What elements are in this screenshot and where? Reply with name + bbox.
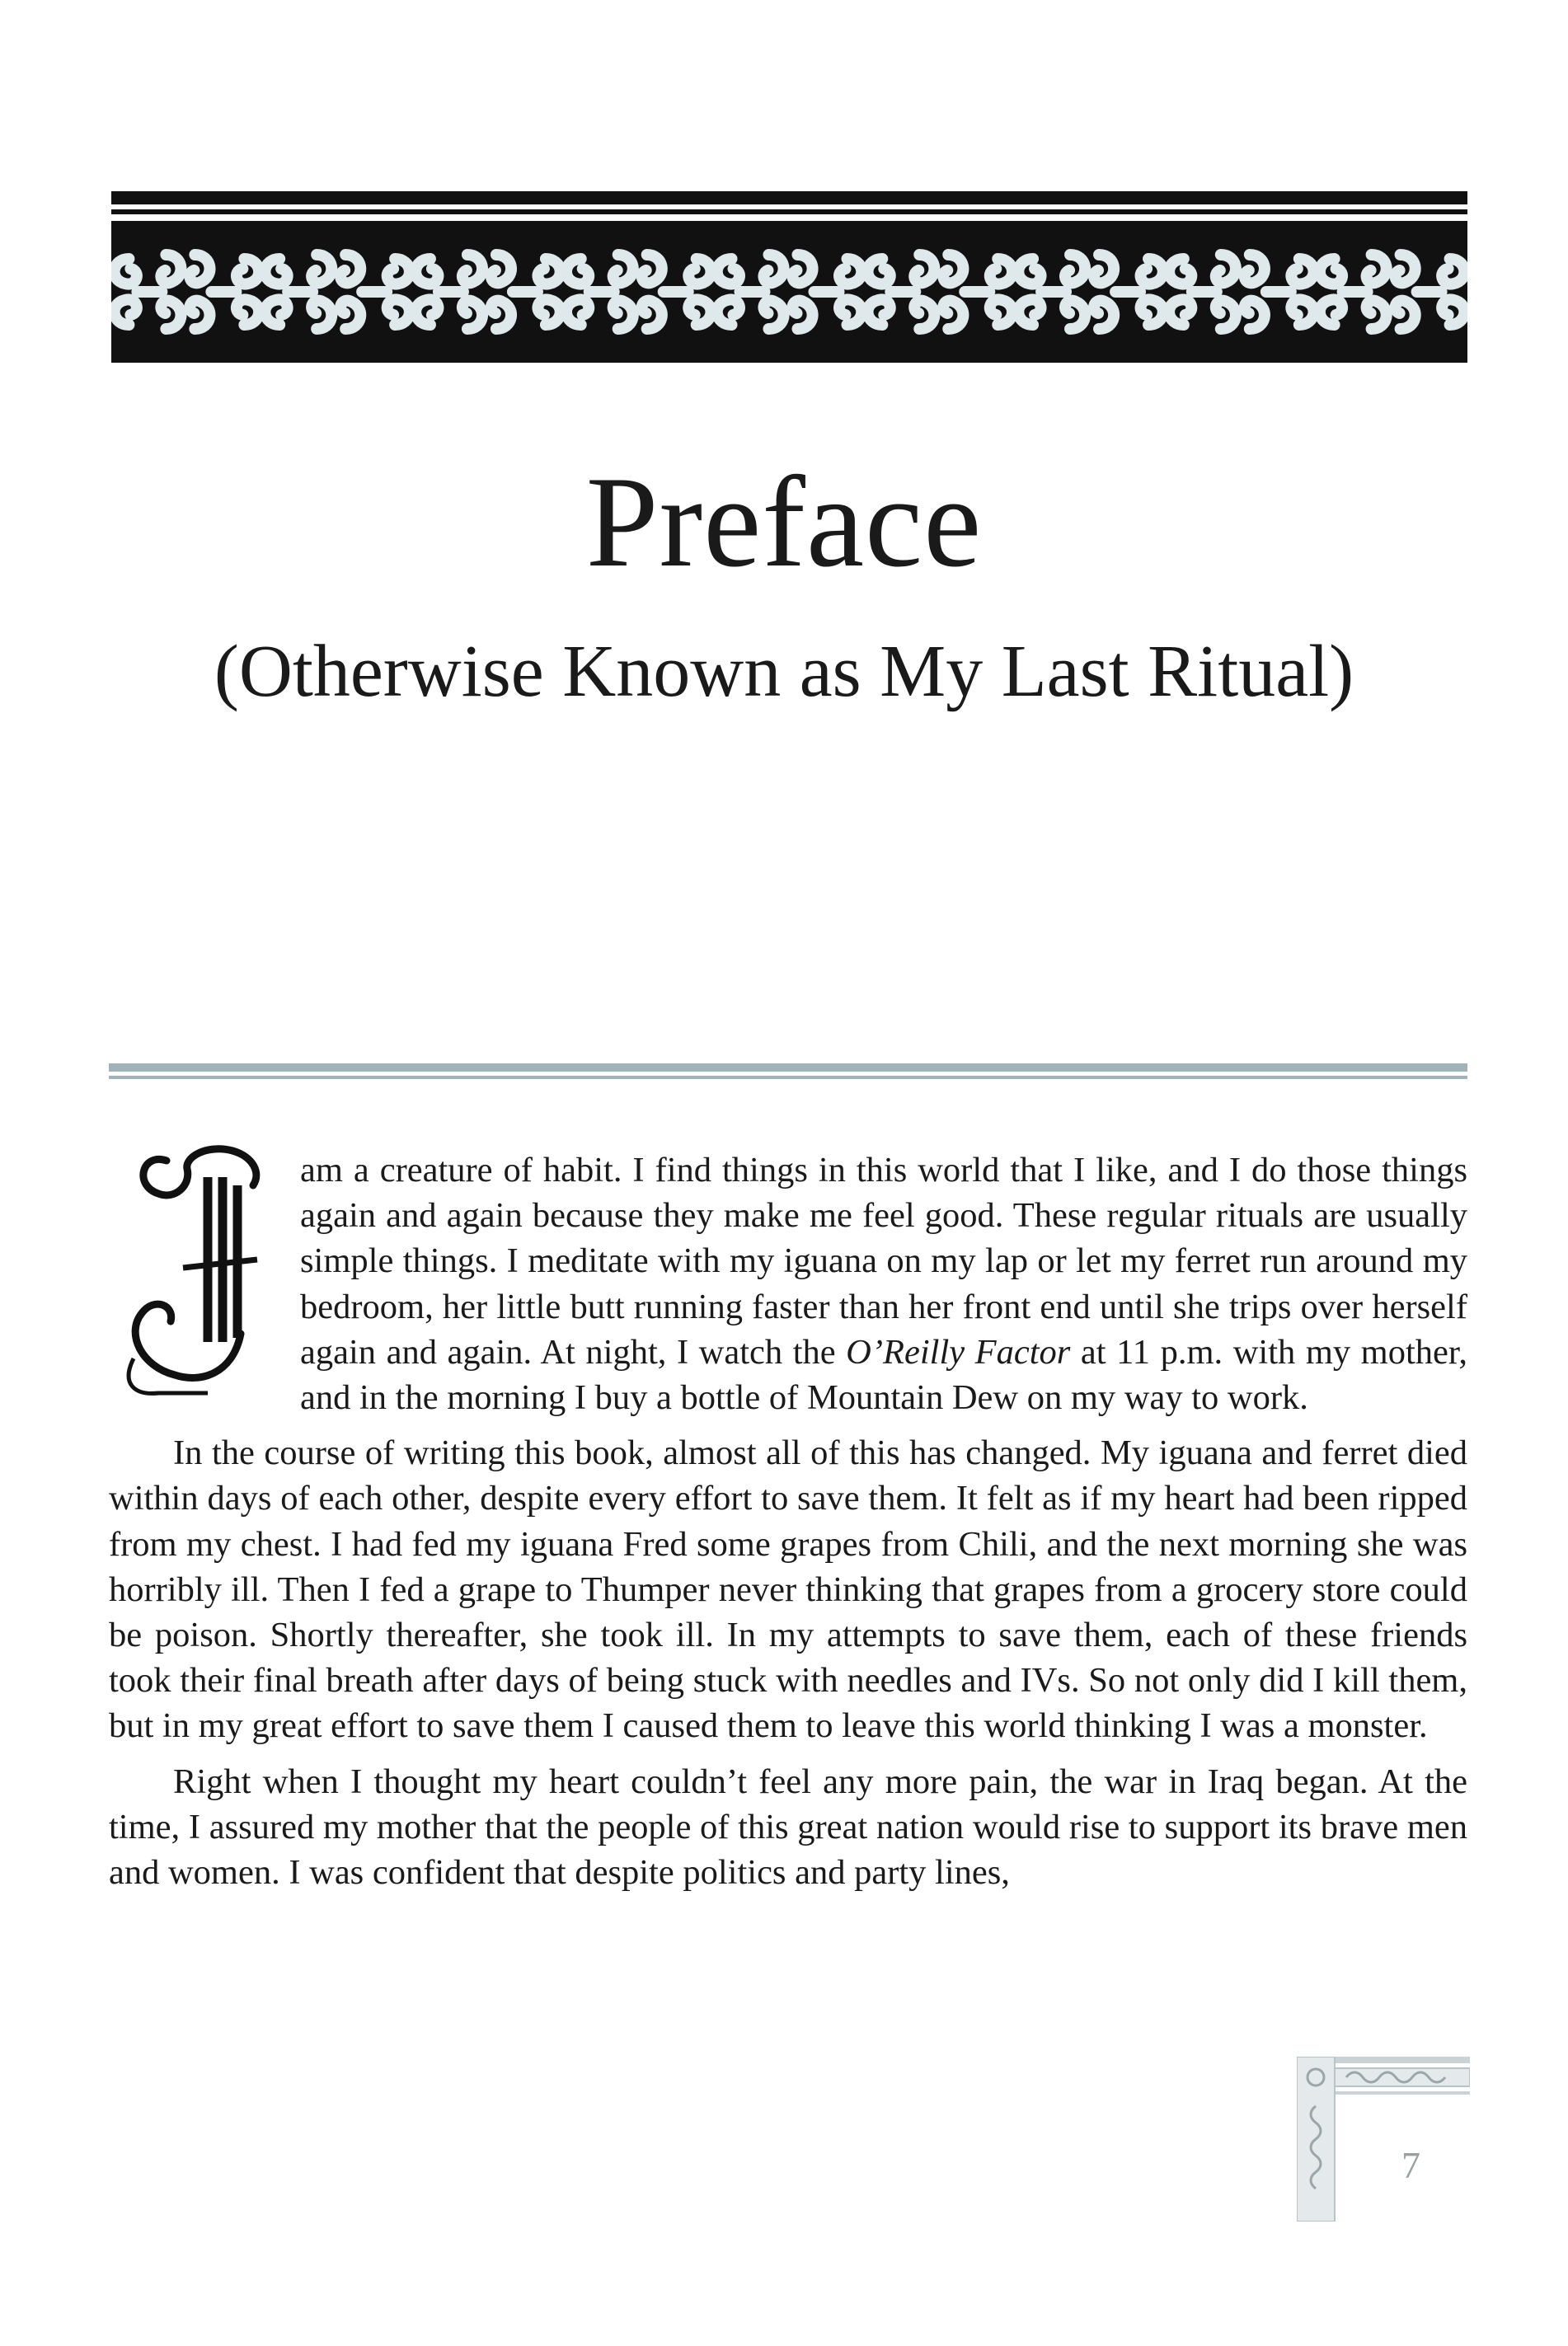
scroll-motif bbox=[1169, 255, 1313, 329]
body-text bbox=[109, 1147, 1467, 1895]
paragraph-1-italic-title: O’Reilly Factor bbox=[846, 1332, 1071, 1372]
paragraph-1-text-a: am a creature of habit. I find things in this world that I like, and I do those things again and again because they make me feel good. These regular rituals are usually simple things. I meditate with my iguana on my lap or let my ferret run around my bedroom, her little butt running faster than her front end until she trips over herself again and again. At night, I watch the bbox=[300, 1151, 1467, 1372]
paragraph-3: Right when I thought my heart couldn’t feel any more pain, the war in Iraq began. At the time, I assured my mother that the people of this great nation would rise to support its brave men and women. I was confident that despite politics and party lines, bbox=[109, 1762, 1467, 1893]
scroll-motif bbox=[415, 255, 560, 329]
section-rule-thin bbox=[109, 1076, 1467, 1079]
corner-ornament-icon bbox=[1297, 2057, 1470, 2222]
scroll-motif bbox=[1320, 255, 1464, 329]
scroll-ornament-icon bbox=[111, 221, 1467, 363]
paragraph-1-text-b: at 11 p.m. with my mother, and in the morning I buy a bottle of Mountain Dew on my way to work. bbox=[300, 1332, 1467, 1418]
scroll-motif bbox=[868, 255, 1012, 329]
banner-top-bar bbox=[111, 191, 1467, 204]
scroll-motif bbox=[265, 255, 409, 329]
page-number: 7 bbox=[1401, 2144, 1420, 2186]
scroll-motif bbox=[1018, 255, 1162, 329]
banner-band bbox=[111, 221, 1467, 363]
drop-cap-letter: I bbox=[208, 1331, 211, 1340]
scroll-motif bbox=[115, 255, 259, 329]
banner-thin-bar bbox=[111, 209, 1467, 214]
paragraph-1 bbox=[109, 1147, 1467, 1420]
drop-cap-space bbox=[109, 1147, 300, 1419]
page-subtitle: (Otherwise Known as My Last Ritual) bbox=[214, 631, 1354, 712]
scroll-motif bbox=[717, 255, 861, 329]
scroll-motif bbox=[566, 255, 711, 329]
section-rule-thick bbox=[109, 1063, 1467, 1072]
paragraph-2: In the course of writing this book, almost all of this has changed. My iguana and ferret died within days of each other, despite every effort to save them. It felt as if my heart had been ripped from my chest. I had fed my iguana Fred some grapes from Chili, and the next morning she was horribly ill. Then I fed a grape to Thumper never thinking that grapes from a grocery store could be poison. Shortly thereafter, she took ill. In my attempts to save them, each of these friends took their final breath after days of being stuck with needles and IVs. So not only did I kill them, but in my great effort to save them I caused them to leave this world thinking I was a monster. bbox=[109, 1433, 1467, 1746]
page-title: Preface bbox=[585, 450, 983, 594]
header-ornament-banner bbox=[111, 191, 1467, 363]
